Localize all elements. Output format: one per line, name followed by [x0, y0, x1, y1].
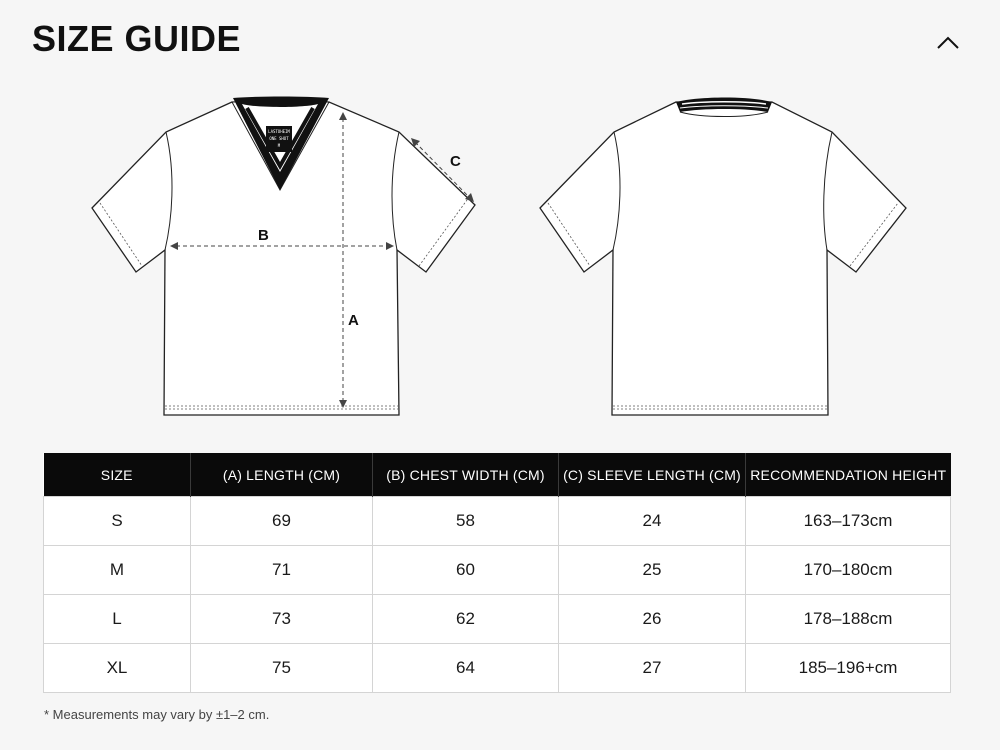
cell-chest-width: 62	[373, 595, 559, 644]
cell-sleeve-length: 27	[559, 644, 746, 693]
cell-length: 75	[191, 644, 373, 693]
cell-sleeve-length: 24	[559, 497, 746, 546]
cell-size: M	[44, 546, 191, 595]
cell-chest-width: 60	[373, 546, 559, 595]
table-header-row	[44, 453, 951, 497]
cell-sleeve-length: 25	[559, 546, 746, 595]
measurement-footnote: * Measurements may vary by ±1–2 cm.	[44, 707, 270, 722]
back-tshirt-diagram	[540, 98, 906, 416]
dimension-a-label: A	[348, 312, 359, 329]
dimension-c-label: C	[450, 153, 461, 170]
tag-line2-text: ONE SHOT	[269, 136, 289, 141]
table-row	[44, 595, 951, 644]
cell-recommendation-height: 185–196+cm	[746, 644, 951, 693]
table-row	[44, 546, 951, 595]
cell-length: 69	[191, 497, 373, 546]
column-header-chest-width: (B) CHEST WIDTH (CM)	[373, 453, 559, 497]
dimension-b-label: B	[258, 227, 269, 244]
page-title: SIZE GUIDE	[32, 18, 242, 59]
column-header-recommendation-height: RECOMMENDATION HEIGHT	[746, 453, 951, 497]
cell-chest-width: 64	[373, 644, 559, 693]
tag-brand-text: LASTOHEIM	[268, 129, 290, 134]
cell-length: 71	[191, 546, 373, 595]
cell-recommendation-height: 163–173cm	[746, 497, 951, 546]
cell-size: S	[44, 497, 191, 546]
tag-size-text: M	[277, 143, 281, 148]
column-header-length: (A) LENGTH (CM)	[191, 453, 373, 497]
column-header-size: SIZE	[44, 453, 191, 497]
cell-chest-width: 58	[373, 497, 559, 546]
cell-recommendation-height: 178–188cm	[746, 595, 951, 644]
cell-size: L	[44, 595, 191, 644]
table-row	[44, 497, 951, 546]
front-tshirt-diagram	[92, 97, 475, 416]
cell-size: XL	[44, 644, 191, 693]
column-header-sleeve-length: (C) SLEEVE LENGTH (CM)	[559, 453, 746, 497]
cell-length: 73	[191, 595, 373, 644]
size-table	[43, 453, 951, 693]
cell-sleeve-length: 26	[559, 595, 746, 644]
table-row	[44, 644, 951, 693]
cell-recommendation-height: 170–180cm	[746, 546, 951, 595]
